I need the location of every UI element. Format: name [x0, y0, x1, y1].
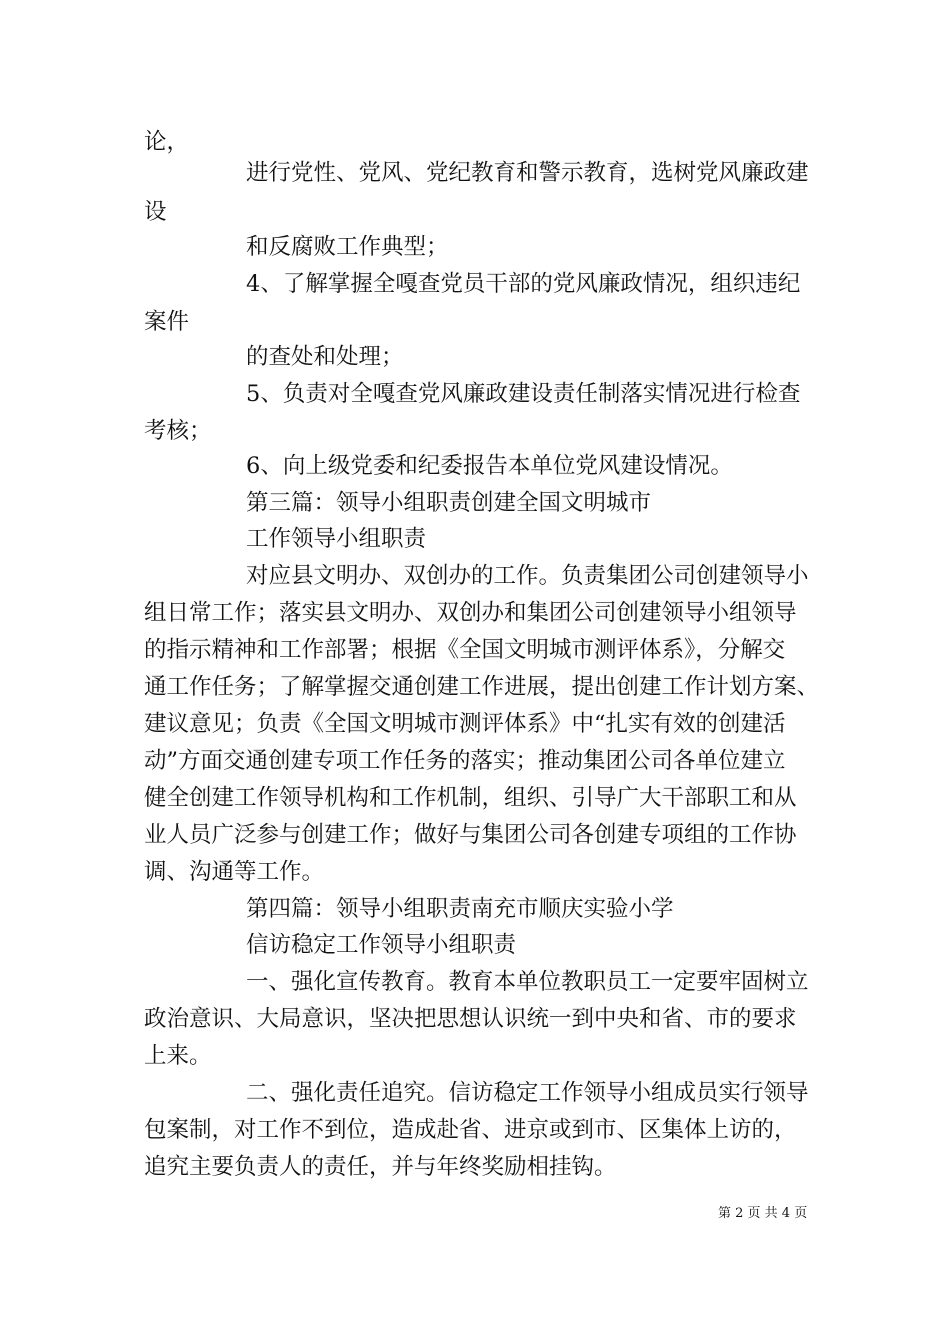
text-line: 的查处和处理；: [246, 344, 404, 370]
text-line: 二、强化责任追究。信访稳定工作领导小组成员实行领导: [246, 1080, 809, 1106]
page-number-footer: 第 2 页 共 4 页: [718, 1206, 808, 1221]
text-line: 进行党性、党风、党纪教育和警示教育，选树党风廉政建: [246, 160, 809, 186]
text-line: 5、负责对全嘎查党风廉政建设责任制落实情况进行检查: [246, 381, 801, 407]
text-line: 论，: [144, 129, 190, 155]
text-line: 业人员广泛参与创建工作；做好与集团公司各创建专项组的工作协: [144, 822, 797, 848]
text-line: 组日常工作；落实县文明办、双创办和集团公司创建领导小组领导: [144, 600, 797, 626]
text-line: 设: [144, 199, 167, 225]
text-line: 调、沟通等工作。: [144, 859, 325, 885]
text-line: 4、了解掌握全嘎查党员干部的党风廉政情况，组织违纪: [246, 271, 801, 297]
text-line: 建议意见；负责《全国文明城市测评体系》中“扎实有效的创建活: [144, 711, 786, 737]
section-subheading: 信访稳定工作领导小组职责: [246, 932, 517, 958]
text-line: 考核；: [144, 418, 212, 444]
text-line: 的指示精神和工作部署；根据《全国文明城市测评体系》，分解交: [144, 637, 786, 663]
text-line: 对应县文明办、双创办的工作。负责集团公司创建领导小: [246, 563, 809, 589]
text-line: 案件: [144, 309, 190, 335]
text-line: 追究主要负责人的责任，并与年终奖励相挂钩。: [144, 1154, 617, 1180]
text-line: 上来。: [144, 1043, 212, 1069]
text-line: 包案制，对工作不到位，造成赴省、进京或到市、区集体上访的，: [144, 1117, 797, 1143]
text-line: 和反腐败工作典型；: [246, 234, 449, 260]
text-line: 健全创建工作领导机构和工作机制，组织、引导广大干部职工和从: [144, 785, 797, 811]
section-subheading: 工作领导小组职责: [246, 526, 427, 552]
text-line: 通工作任务；了解掌握交通创建工作进展，提出创建工作计划方案、: [144, 674, 820, 700]
section-heading: 第三篇：领导小组职责创建全国文明城市: [246, 490, 652, 516]
text-line: 动”方面交通创建专项工作任务的落实；推动集团公司各单位建立: [144, 748, 786, 774]
text-line: 政治意识、大局意识，坚决把思想认识统一到中央和省、市的要求: [144, 1006, 797, 1032]
text-line: 6、向上级党委和纪委报告本单位党风建设情况。: [246, 453, 733, 479]
section-heading: 第四篇：领导小组职责南充市顺庆实验小学: [246, 896, 674, 922]
text-line: 一、强化宣传教育。教育本单位教职员工一定要牢固树立: [246, 969, 809, 995]
